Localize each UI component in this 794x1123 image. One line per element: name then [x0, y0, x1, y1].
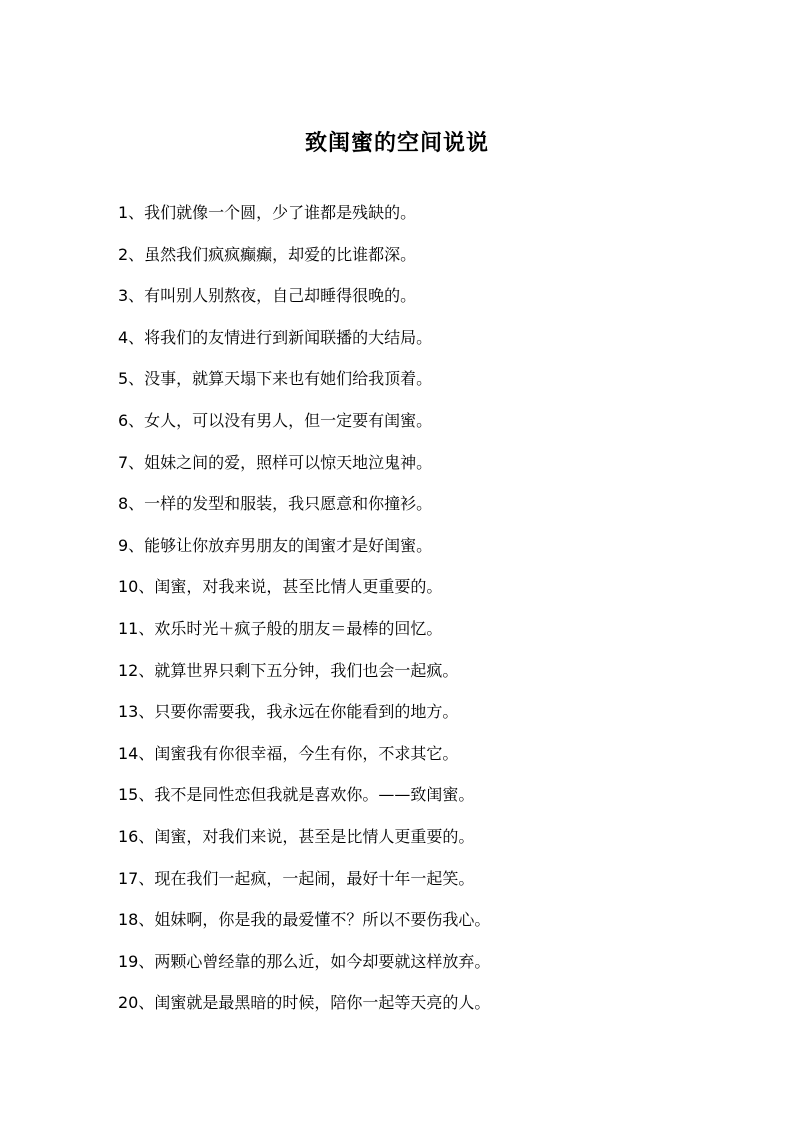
list-item: 5、没事，就算天塌下来也有她们给我顶着。 [118, 369, 433, 389]
list-item: 1、我们就像一个圆，少了谁都是残缺的。 [118, 203, 417, 222]
list-item: 16、闺蜜，对我们来说，甚至是比情人更重要的。 [118, 826, 475, 846]
list-item: 7、姐妹之间的爱，照样可以惊天地泣鬼神。 [118, 452, 433, 472]
list-item: 13、只要你需要我，我永远在你能看到的地方。 [118, 702, 459, 722]
list-item: 3、有叫别人别熬夜，自己却睡得很晚的。 [118, 286, 417, 306]
document-title: 致闺蜜的空间说说 [304, 131, 489, 156]
list-item: 20、闺蜜就是最黑暗的时候，陪你一起等天亮的人。 [118, 993, 491, 1013]
list-item: 19、两颗心曾经靠的那么近，如今却要就这样放弃。 [118, 951, 491, 971]
list-item: 11、欢乐时光＋疯子般的朋友＝最棒的回忆。 [118, 618, 443, 638]
list-item: 15、我不是同性恋但我就是喜欢你。——致闺蜜。 [118, 785, 475, 805]
quote-list [118, 200, 718, 1032]
list-item: 4、将我们的友情进行到新闻联播的大结局。 [118, 327, 433, 347]
list-item: 6、女人，可以没有男人，但一定要有闺蜜。 [118, 410, 433, 430]
list-item: 17、现在我们一起疯，一起闹，最好十年一起笑。 [118, 868, 475, 888]
list-item: 18、姐妹啊，你是我的最爱懂不？所以不要伤我心。 [118, 910, 491, 930]
list-item: 12、就算世界只剩下五分钟，我们也会一起疯。 [118, 660, 459, 680]
list-item: 2、虽然我们疯疯癫癫，却爱的比谁都深。 [118, 244, 417, 264]
list-item: 14、闺蜜我有你很幸福，今生有你，不求其它。 [118, 743, 459, 763]
list-item: 10、闺蜜，对我来说，甚至比情人更重要的。 [118, 577, 443, 597]
list-item: 8、一样的发型和服装，我只愿意和你撞衫。 [118, 494, 433, 514]
list-item: 9、能够让你放弃男朋友的闺蜜才是好闺蜜。 [118, 535, 433, 555]
